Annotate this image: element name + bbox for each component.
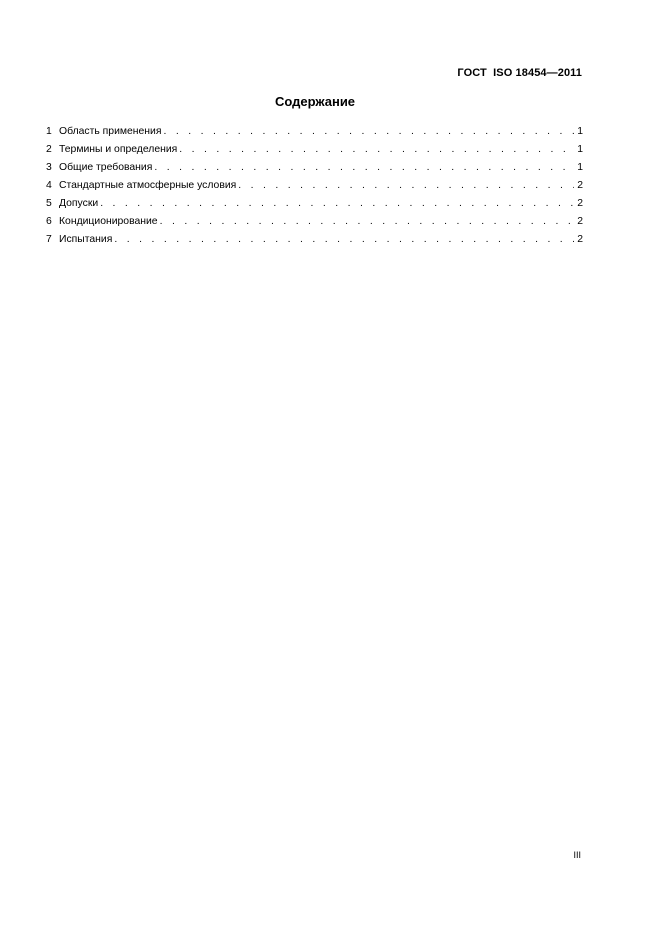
toc-item-title: Испытания: [59, 234, 113, 245]
toc-item-title: Допуски: [59, 198, 99, 209]
toc-dot-leader: [100, 195, 574, 213]
toc-item-title: Термины и определения: [59, 144, 178, 155]
toc-item-number: 6: [46, 216, 52, 227]
toc-item-number: 1: [46, 126, 52, 137]
table-of-contents: [46, 123, 583, 249]
toc-item-page: 1: [577, 144, 583, 155]
toc-item-title: Стандартные атмосферные условия: [59, 180, 237, 191]
toc-item[interactable]: [46, 231, 583, 249]
toc-item-page: 1: [577, 162, 583, 173]
toc-item-number: 4: [46, 180, 52, 191]
toc-item-page: 1: [577, 126, 583, 137]
toc-item-title: Область применения: [59, 126, 162, 137]
toc-item-number: 7: [46, 234, 52, 245]
toc-dot-leader: [179, 141, 574, 159]
page-number: III: [573, 850, 581, 860]
toc-item-page: 2: [577, 216, 583, 227]
toc-item[interactable]: [46, 177, 583, 195]
toc-dot-leader: [114, 231, 574, 249]
toc-item-title: Кондиционирование: [59, 216, 158, 227]
toc-item-page: 2: [577, 180, 583, 191]
toc-dot-leader: [160, 213, 574, 231]
toc-item[interactable]: [46, 141, 583, 159]
toc-item-number: 3: [46, 162, 52, 173]
standard-code: ГОСТ ISO 18454—2011: [457, 67, 582, 79]
toc-title: Содержание: [274, 94, 356, 109]
toc-item[interactable]: [46, 159, 583, 177]
toc-item[interactable]: [46, 123, 583, 141]
toc-item[interactable]: [46, 195, 583, 213]
toc-dot-leader: [163, 123, 574, 141]
toc-item-title: Общие требования: [59, 162, 153, 173]
toc-item-page: 2: [577, 198, 583, 209]
toc-dot-leader: [154, 159, 574, 177]
toc-item-number: 5: [46, 198, 52, 209]
toc-dot-leader: [238, 177, 574, 195]
toc-item[interactable]: [46, 213, 583, 231]
toc-item-page: 2: [577, 234, 583, 245]
toc-item-number: 2: [46, 144, 52, 155]
